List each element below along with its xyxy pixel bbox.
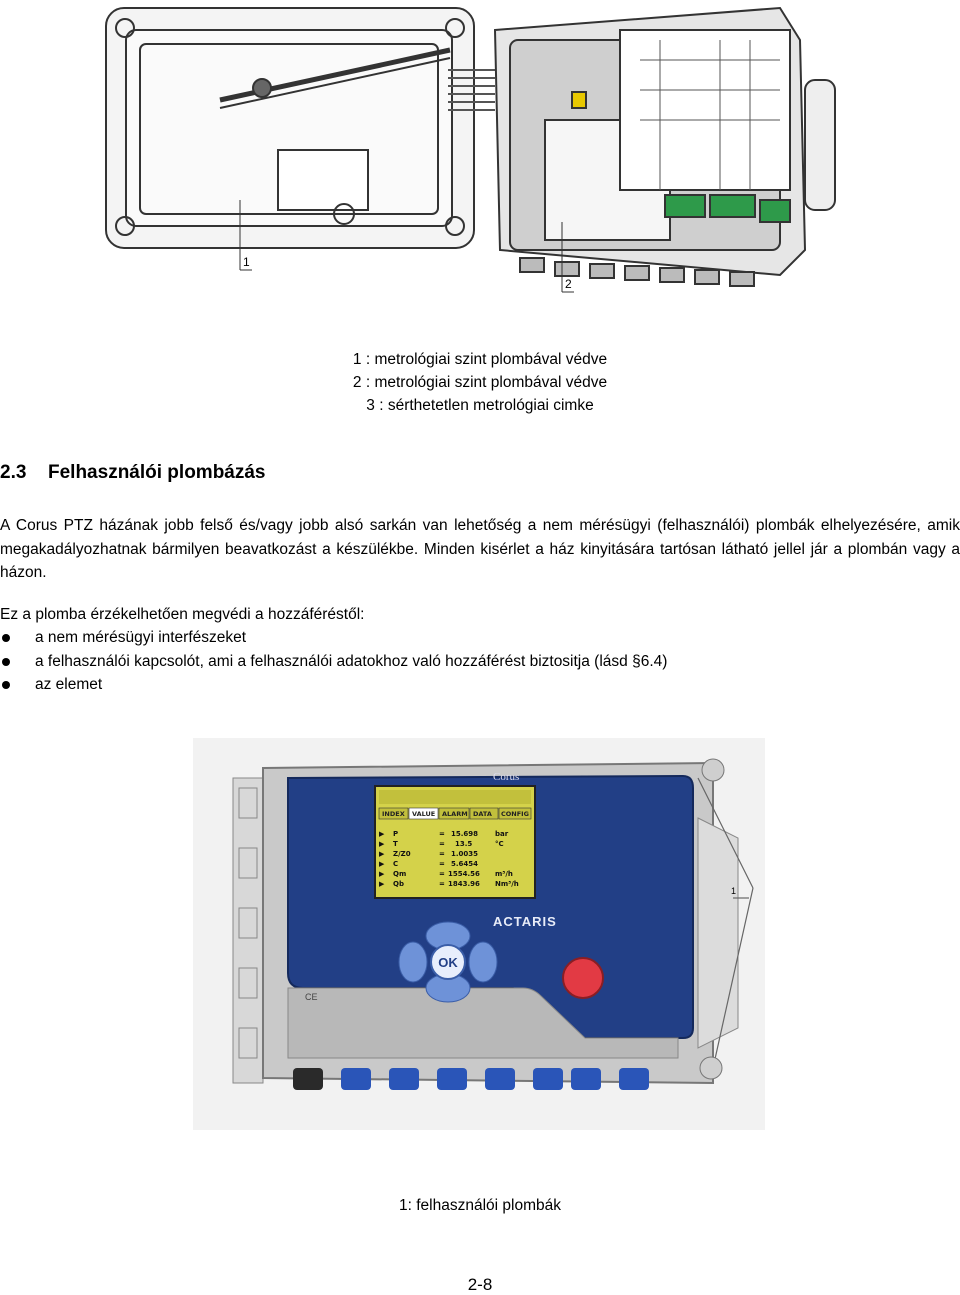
- screen-row-value: 15.698: [451, 830, 479, 838]
- ce-mark: CE: [305, 992, 318, 1002]
- svg-text:▶: ▶: [379, 850, 385, 858]
- body-paragraph: Ez a plomba érzékelhetően megvédi a hozzáféréstől:: [0, 606, 365, 623]
- svg-text:=: =: [439, 840, 445, 848]
- svg-text:▶: ▶: [379, 860, 385, 868]
- screen-row-unit: bar: [495, 830, 509, 838]
- terminal-block: [760, 200, 790, 222]
- housing-drawing-figure: [100, 0, 860, 325]
- housing-right-flap: [698, 818, 738, 1048]
- callout-1-label: 1: [243, 255, 250, 269]
- brand-label: Corus: [493, 771, 520, 783]
- user-seal-bottom: [700, 1057, 722, 1079]
- screen-row-value: 5.6454: [451, 860, 479, 868]
- svg-text:=: =: [439, 850, 445, 858]
- screen-row-value: 13.5: [455, 840, 473, 848]
- legend-line: 2 : metrológiai szint plombával védve: [352, 374, 608, 391]
- svg-text:=: =: [439, 880, 445, 888]
- legend-line: 1 : metrológiai szint plombával védve: [352, 351, 608, 368]
- section-title: Felhasználói plombázás: [48, 462, 266, 483]
- callout-1-label: 1: [731, 886, 737, 896]
- screen-row-unit: m³/h: [495, 870, 513, 878]
- red-button[interactable]: [563, 958, 603, 998]
- lcd-icon-bar: [379, 790, 531, 804]
- section-heading: [0, 462, 266, 484]
- bullet-icon: [2, 658, 10, 666]
- housing-side-clips: [233, 778, 263, 1083]
- screen-row-value: 1554.56: [448, 870, 480, 878]
- user-seal-top: [702, 759, 724, 781]
- actaris-logo: ACTARIS: [493, 914, 557, 929]
- corus-device-figure: [193, 738, 765, 1130]
- screen-row-name: P: [393, 830, 399, 838]
- figure-legend: [0, 348, 960, 417]
- svg-text:▶: ▶: [379, 840, 385, 848]
- screen-tab-value: VALUE: [412, 810, 436, 818]
- screen-row-unit: Nm³/h: [495, 880, 519, 888]
- svg-text:▶: ▶: [379, 830, 385, 838]
- terminal-block: [710, 195, 755, 217]
- bullet-icon: [2, 681, 10, 689]
- bullet-list: [0, 626, 960, 697]
- svg-text:▶: ▶: [379, 870, 385, 878]
- svg-text:=: =: [439, 870, 445, 878]
- screen-tab-data: DATA: [473, 810, 492, 818]
- screen-row-value: 1.0035: [451, 850, 479, 858]
- page-number: 2-8: [467, 1275, 493, 1294]
- svg-text:=: =: [439, 860, 445, 868]
- body-paragraph: A Corus PTZ házának jobb felső és/vagy jobb alsó sarkán van lehetőség a nem mérésügyi (felhasználói) plombák elhelyezésére, amik megakadályozhatnak bármilyen beavatkozást a készülékbe. Minden kisérlet a ház kinyitására tartósan látható jellel jár a plombán vagy a házon.: [0, 517, 960, 581]
- screen-row-name: Qb: [393, 880, 404, 888]
- screen-tab-config: CONFIG: [501, 810, 529, 818]
- arrow-right-button[interactable]: [469, 942, 497, 982]
- screen-row-name: T: [393, 840, 398, 848]
- housing-base: [495, 8, 835, 286]
- screen-row-name: Qm: [393, 870, 407, 878]
- svg-text:=: =: [439, 830, 445, 838]
- section-number: 2.3: [0, 462, 27, 483]
- screen-tab-alarm: ALARM: [442, 810, 468, 818]
- bullet-icon: [2, 634, 10, 642]
- screen-tab-index: INDEX: [382, 810, 405, 818]
- callout-2-label: 2: [565, 277, 572, 291]
- metrology-seal: [572, 92, 586, 108]
- screen-row-name: C: [393, 860, 399, 868]
- terminal-block: [665, 195, 705, 217]
- ok-button-label: OK: [438, 955, 458, 970]
- list-item: az elemet: [0, 673, 960, 697]
- screen-row-unit: °C: [495, 840, 504, 848]
- svg-text:▶: ▶: [379, 880, 385, 888]
- list-item: a nem mérésügyi interfészeket: [0, 626, 960, 650]
- list-item: a felhasználói kapcsolót, ami a felhasználói adatokhoz való hozzáférést biztositja (lásd §6.4): [0, 650, 960, 674]
- screen-row-name: Z/Z0: [393, 850, 411, 858]
- screen-row-value: 1843.96: [448, 880, 480, 888]
- legend-line: 3 : sérthetetlen metrológiai cimke: [366, 397, 594, 414]
- housing-lid: [106, 8, 474, 248]
- figure-caption: 1: felhasználói plombák: [399, 1197, 561, 1214]
- arrow-left-button[interactable]: [399, 942, 427, 982]
